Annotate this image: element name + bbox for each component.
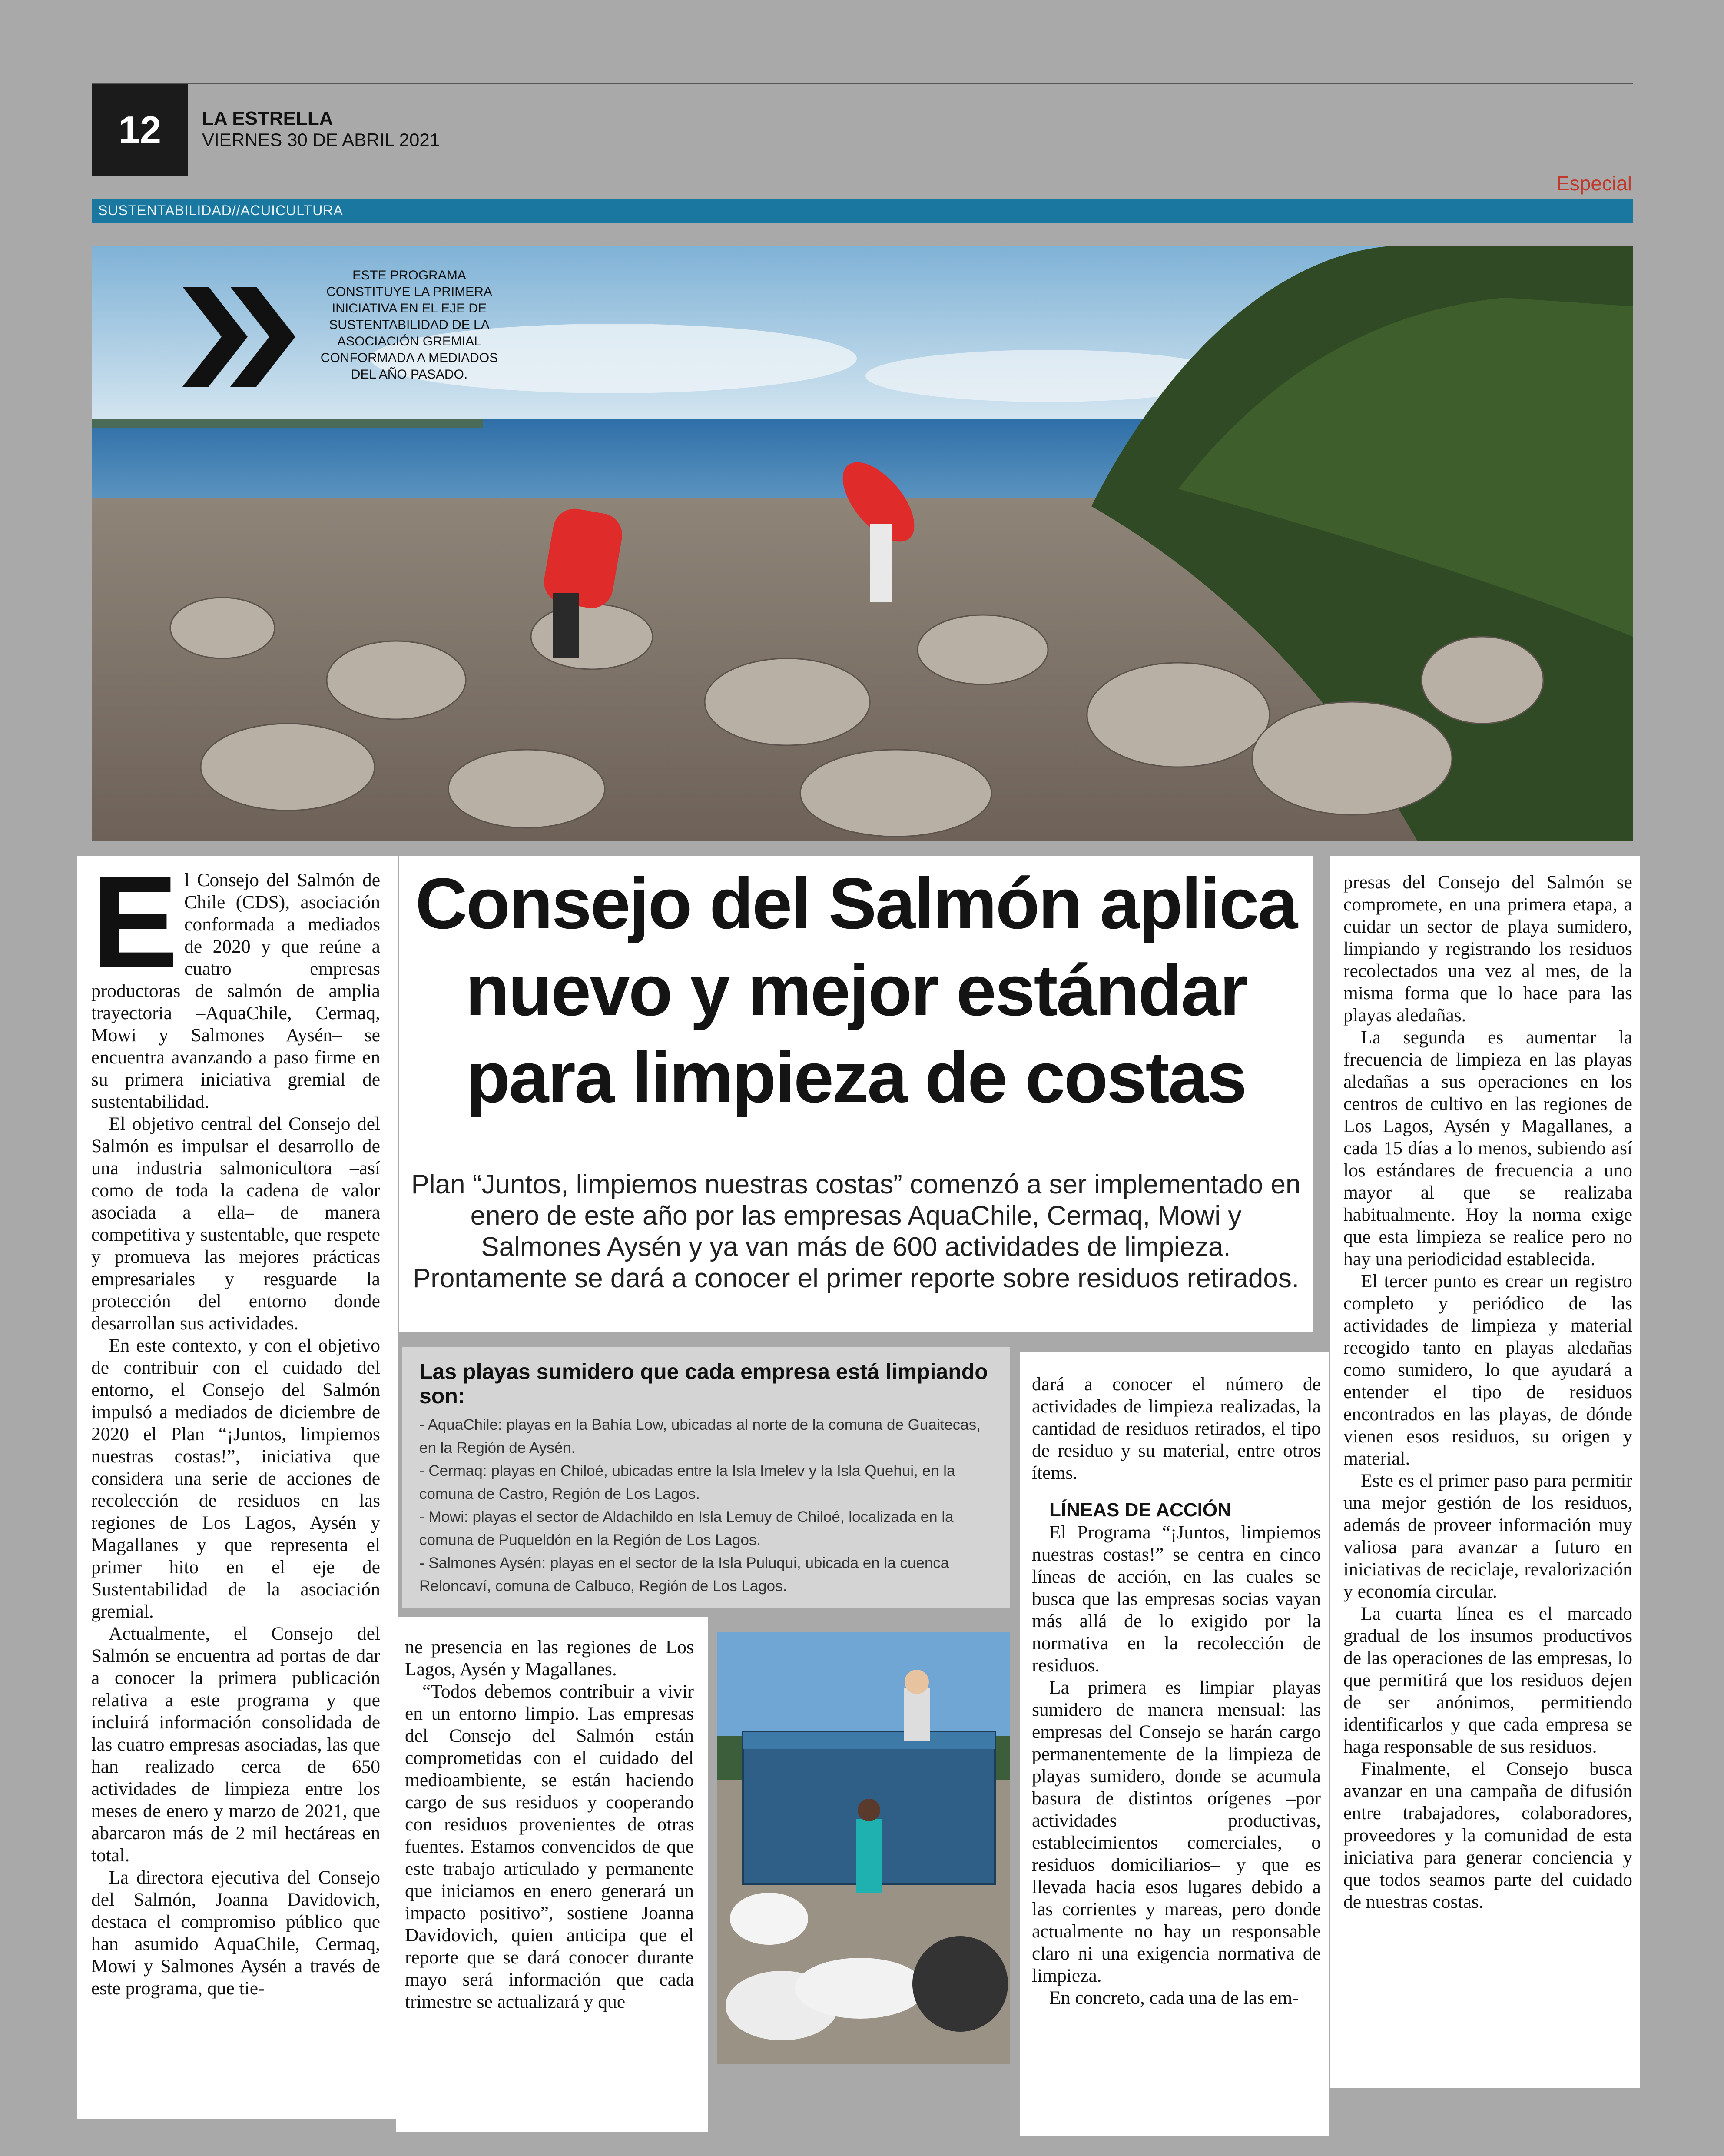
paragraph: ne presencia en las regiones de Los Lagos, Aysén y Magallanes. bbox=[405, 1637, 694, 1680]
sidebar-title: Las playas sumidero que cada empresa está limpiando son: bbox=[419, 1359, 988, 1408]
section-label: Especial bbox=[1556, 172, 1632, 195]
header-rule bbox=[92, 83, 1633, 84]
paragraph: La primera es limpiar playas sumidero de manera mensual: las empresas del Consejo se harán cargo permanentemente de la limpieza de playas sumidero, donde se acumula basura de distintos orígenes –por actividades productivas, establecimientos comerciales, o residuos domiciliarios– y que es llevada hacia esos lugares debido a las corrientes y mareas, pero donde actualmente no hay un responsable claro ni una exigencia normativa de limpieza. bbox=[1032, 1677, 1321, 1986]
sidebar-item: - AquaChile: playas en la Bahía Low, ubicadas al norte de la comuna de Guaitecas, en la Región de Aysén. bbox=[419, 1416, 981, 1456]
column-3 bbox=[1032, 1373, 1321, 2009]
paragraph: El tercer punto es crear un registro completo y periódico de las actividades de limpieza y material recogido tanto en playas aledañas como sumidero, lo que ayudará a entender el tipo de residuos encontrados en las playas, de dónde vienen esos residuos, su origen y material. bbox=[1343, 1271, 1632, 1469]
topic-bar bbox=[92, 199, 1633, 223]
paragraph: Este es el primer paso para permitir una mejor gestión de los residuos, además de proveer información muy valiosa para avanzar a futuro en iniciativas de reciclaje, revalorización y economía circular. bbox=[1343, 1470, 1632, 1602]
sidebar-item: - Mowi: playas el sector de Aldachildo en Isla Lemuy de Chiloé, localizada en la comuna de Puqueldón en la Región de Los Lagos. bbox=[419, 1508, 954, 1548]
publication-name: LA ESTRELLA bbox=[202, 108, 333, 129]
drop-cap: E bbox=[91, 849, 179, 995]
paragraph: l Consejo del Salmón de Chile (CDS), asociación conformada a mediados de 2020 y que reúne a cuatro empresas productoras de salmón de amplia trayectoria –AquaChile, Cermaq, Mowi y Salmones Aysén– se encuentra avanzando a paso firme en su primera iniciativa gremial de sustentabilidad. bbox=[91, 870, 380, 1112]
paragraph: El objetivo central del Consejo del Salmón es impulsar el desarrollo de una industria salmonicultora –así como de toda la cadena de valor asociada a ella– de manera competitiva y sustentable, que respete y promueva las mejores prácticas empresariales y resguarde la protección del entorno donde desarrollan sus actividades. bbox=[91, 1113, 380, 1334]
column-4 bbox=[1343, 871, 1632, 1913]
sidebar-box bbox=[402, 1347, 1010, 1608]
paragraph: Actualmente, el Consejo del Salmón se encuentra ad portas de dar a conocer la primera publicación relativa a este programa y que incluirá información consolidada de las cuatro empresas asociadas, las que han realizado cerca de 650 actividades de limpieza entre los meses de enero y marzo de 2021, que abarcaron más de 2 mil hectáreas en total. bbox=[91, 1623, 380, 1866]
double-chevron-icon bbox=[182, 287, 300, 387]
paragraph: presas del Consejo del Salmón se compromete, en una primera etapa, a cuidar un sector de playa sumidero, limpiando y registrando los residuos recolectados una vez al mes, de la misma forma que lo hace para las playas aledañas. bbox=[1343, 872, 1632, 1026]
page-number: 12 bbox=[92, 84, 188, 176]
paragraph: dará a conocer el número de actividades de limpieza realizadas, la cantidad de residuos retirados, el tipo de residuo y su material, entre otros ítems. bbox=[1032, 1374, 1321, 1483]
column-1 bbox=[91, 849, 380, 2000]
paragraph: La cuarta línea es el marcado gradual de los insumos productivos de las operaciones de las empresas, lo que permitirá que los residuos dejen de ser anónimos, permitiendo identificarlos y que cada empresa se haga responsable de sus residuos. bbox=[1343, 1603, 1632, 1757]
paragraph: El Programa “¡Juntos, limpiemos nuestras costas!” se centra en cinco líneas de acción, en las cuales se busca que las empresas socias vayan más allá de lo exigido por la normativa en la recolección de residuos. bbox=[1032, 1522, 1321, 1676]
section-subhead: LÍNEAS DE ACCIÓN bbox=[1049, 1499, 1231, 1521]
container-cleanup-photo bbox=[717, 1632, 1010, 2064]
topic-label: SUSTENTABILIDAD//ACUICULTURA bbox=[98, 203, 343, 218]
deck: Plan “Juntos, limpiemos nuestras costas” comenzó a ser implementado en enero de este año por las empresas AquaChile, Cermaq, Mowi y Salmones Aysén y ya van más de 600 actividades de limpieza. Prontamente se dará a conocer el primer reporte sobre residuos retirados. bbox=[411, 1169, 1301, 1293]
issue-date: VIERNES 30 DE ABRIL 2021 bbox=[202, 130, 440, 150]
column-2 bbox=[405, 1636, 694, 2013]
photo-callout: ESTE PROGRAMA CONSTITUYE LA PRIMERA INICIATIVA EN EL EJE DE SUSTENTABILIDAD DE LA ASOCIACIÓN GREMIAL CONFORMADA A MEDIADOS DEL AÑO PASADO. bbox=[320, 268, 498, 382]
paragraph: En concreto, cada una de las em- bbox=[1049, 1987, 1299, 2008]
paragraph: La directora ejecutiva del Consejo del Salmón, Joanna Davidovich, destaca el compromiso público que han asumido AquaChile, Cermaq, Mowi y Salmones Aysén a través de este programa, que tie- bbox=[91, 1867, 380, 1999]
paragraph: “Todos debemos contribuir a vivir en un entorno limpio. Las empresas del Consejo del Salmón están comprometidas con el cuidado del medioambiente, se están haciendo cargo de sus residuos y cooperando con residuos provenientes de otras fuentes. Estamos convencidos de que este trabajo articulado y permanente que iniciamos en enero generará un impacto positivo”, sostiene Joanna Davidovich, quien anticipa que el reporte que se dará conocer durante mayo será información que cada trimestre se actualizará y que bbox=[405, 1681, 694, 2012]
paragraph: La segunda es aumentar la frecuencia de limpieza en las playas aledañas a sus operaciones en los centros de cultivo en las regiones de Los Lagos, Aysén y Magallanes, a cada 15 días a lo menos, subiendo así los estándares de frecuencia a uno mayor al que se realizaba habitualmente. Hoy la norma exige que esta limpieza se realice pero no hay una periodicidad establecida. bbox=[1343, 1027, 1632, 1269]
container-photo-illustration bbox=[717, 1632, 1010, 2064]
paragraph: En este contexto, y con el objetivo de contribuir con el cuidado del entorno, el Consejo del Salmón impulsó a mediados de diciembre de 2020 el Plan “¡Juntos, limpiemos nuestras costas!”, iniciativa que considera una serie de acciones de recolección de residuos en las regiones de Los Lagos, Aysén y Magallanes y que representa el primer hito en el eje de Sustentabilidad de la asociación gremial. bbox=[91, 1335, 380, 1622]
paragraph: Finalmente, el Consejo busca avanzar en una campaña de difusión entre trabajadores, colaboradores, proveedores y la comunidad de esta iniciativa para generar conciencia y que todos seamos parte del cuidado de nuestras costas. bbox=[1343, 1758, 1632, 1912]
sidebar-item: - Cermaq: playas en Chiloé, ubicadas entre la Isla Imelev y la Isla Quehui, en la comuna de Castro, Región de Los Lagos. bbox=[419, 1462, 955, 1502]
sidebar-item: - Salmones Aysén: playas en el sector de la Isla Puluqui, ubicada en la cuenca Reloncaví, comuna de Calbuco, Región de Los Lagos. bbox=[419, 1555, 949, 1595]
headline: Consejo del Salmón aplica nuevo y mejor estándar para limpieza de costas bbox=[415, 864, 1297, 1118]
